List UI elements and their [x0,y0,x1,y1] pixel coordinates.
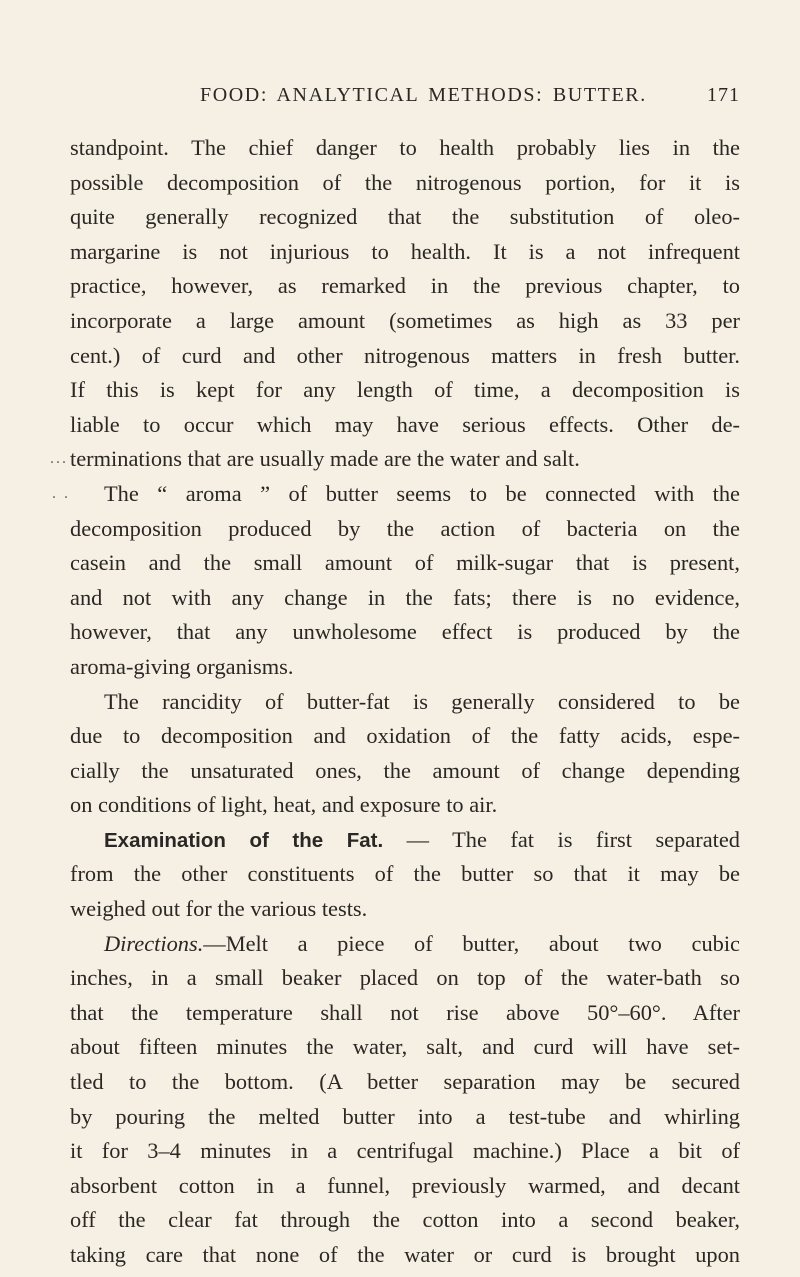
line-text: weighed out for the various tests. [70,896,368,922]
text-line [70,1065,740,1100]
text-line [70,788,740,823]
line-text: aroma-giving organisms. [70,653,294,679]
line-text: standpoint. The chief danger to health probably lies in the [70,135,740,160]
text-line [70,442,740,477]
margin-mark: . . [52,485,70,502]
page-number: 171 [707,84,740,106]
line-text: practice, however, as remarked in the previous chapter, to [70,273,740,299]
line-text: cent.) of curd and other nitrogenous matters in fresh butter. [70,342,740,368]
line-text: liable to occur which may have serious effects. Other de- [70,411,740,437]
text-line [70,719,740,754]
text-line [70,408,740,443]
running-head-title: FOOD: ANALYTICAL METHODS: BUTTER. [200,84,647,106]
line-text: tled to the bottom. (A better separation may be secured [70,1069,740,1095]
text-line [70,685,740,720]
directions-label: Directions. [104,930,204,956]
text-line [70,131,740,166]
line-text: from the other constituents of the butter so that it may be [70,861,740,887]
text-line [70,857,740,892]
text-line [70,1169,740,1204]
line-text: — The fat is first separated [383,826,740,852]
text-line [70,166,740,201]
text-line [70,200,740,235]
line-text: inches, in a small beaker placed on top of the water-bath so [70,965,740,991]
text-line [70,373,740,408]
line-text: If this is kept for any length of time, a decomposition is [70,377,740,403]
text-line [70,823,740,858]
text-line [70,961,740,996]
text-line [70,1238,740,1273]
line-text: The rancidity of butter-fat is generally considered to be [104,688,740,714]
line-text: that the temperature shall not rise above 50°–60°. After [70,999,740,1025]
text-line [70,650,740,685]
line-text: cially the unsaturated ones, the amount of change depending [70,757,740,783]
line-text: quite generally recognized that the substitution of oleo- [70,204,740,230]
text-line [70,581,740,616]
text-line [70,892,740,927]
body-text [70,131,740,1273]
line-text: by pouring the melted butter into a test-tube and whirling [70,1103,740,1129]
line-text: casein and the small amount of milk-sugar that is present, [70,550,740,576]
line-text: —Melt a piece of butter, about two cubic [203,930,740,956]
running-head [70,84,740,114]
text-line [70,512,740,547]
line-text: absorbent cotton in a funnel, previously warmed, and decant [70,1172,740,1198]
text-line [70,339,740,374]
line-text: and not with any change in the fats; there is no evidence, [70,584,740,610]
text-line [70,235,740,270]
text-line [70,304,740,339]
line-text: however, that any unwholesome effect is produced by the [70,619,740,645]
section-heading: Examination of the Fat. [104,828,384,852]
text-line [70,546,740,581]
text-line [70,927,740,962]
line-text: on conditions of light, heat, and exposure to air. [70,792,498,818]
margin-mark: ... [50,450,68,467]
text-line [70,1100,740,1135]
text-line [70,269,740,304]
text-line [70,1030,740,1065]
line-text: about fifteen minutes the water, salt, and curd will have set- [70,1034,740,1060]
text-line [70,754,740,789]
text-line [70,477,740,512]
text-line [70,1134,740,1169]
line-text: incorporate a large amount (sometimes as high as 33 per [70,307,740,333]
line-text: The “ aroma ” of butter seems to be connected with the [104,480,740,506]
line-text: off the clear fat through the cotton into a second beaker, [70,1207,740,1233]
line-text: terminations that are usually made are the water and salt. [70,446,580,472]
text-line [70,1203,740,1238]
line-text: due to decomposition and oxidation of the fatty acids, espe- [70,723,740,749]
line-text: taking care that none of the water or curd is brought upon [70,1242,740,1267]
line-text: margarine is not injurious to health. It is a not infrequent [70,238,740,264]
text-line [70,996,740,1031]
line-text: it for 3–4 minutes in a centrifugal machine.) Place a bit of [70,1138,740,1164]
text-line [70,615,740,650]
line-text: possible decomposition of the nitrogenous portion, for it is [70,169,740,195]
line-text: decomposition produced by the action of bacteria on the [70,515,740,541]
